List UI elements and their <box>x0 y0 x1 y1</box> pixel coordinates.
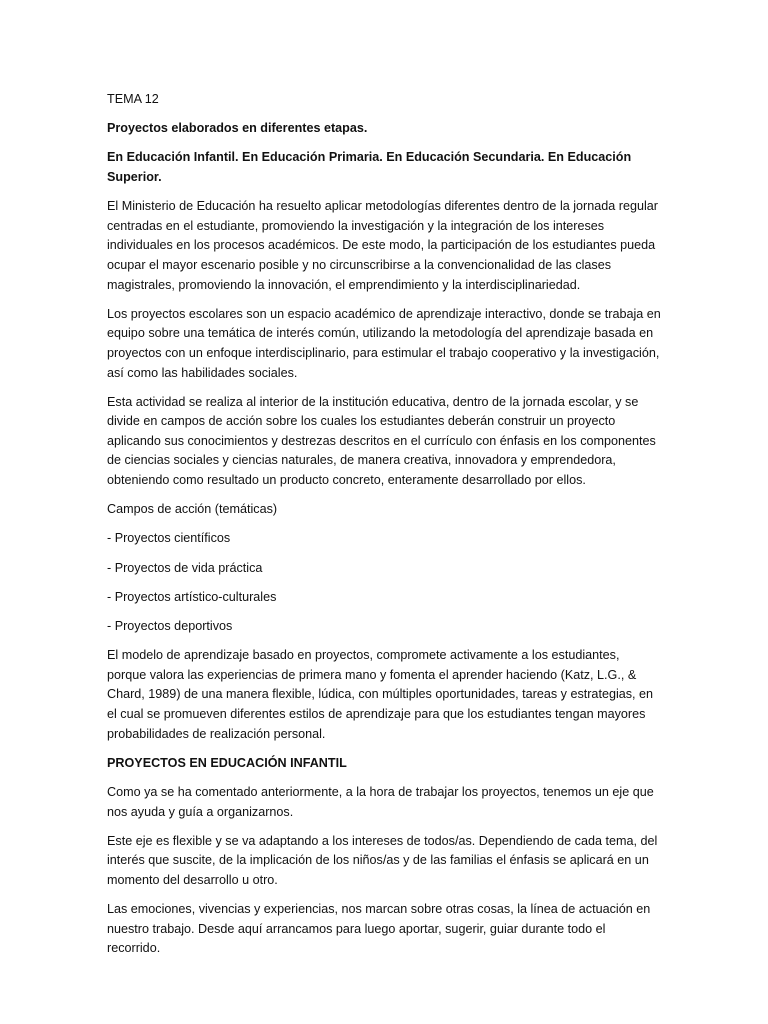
document-title: Proyectos elaborados en diferentes etapas. <box>107 121 368 136</box>
topic-label: TEMA 12 <box>107 92 159 106</box>
document-subtitle: En Educación Infantil. En Educación Primaria. En Educación Secundaria. En Educación Superior. <box>107 150 632 184</box>
paragraph: Esta actividad se realiza al interior de la institución educativa, dentro de la jornada escolar, y se divide en campos de acción sobre los cuales los estudiantes deberán construir un proyecto aplicando sus conocimientos y destrezas descritos en el currículo con énfasis en los componentes de ciencias sociales y ciencias naturales, de manera creativa, innovadora y emprendedora, obteniendo como resultado un producto concreto, enteramente desarrollado por ellos. <box>107 394 656 488</box>
section-heading: PROYECTOS EN EDUCACIÓN INFANTIL <box>107 755 347 770</box>
paragraph: Los proyectos escolares son un espacio académico de aprendizaje interactivo, donde se trabaja en equipo sobre una temática de interés común, utilizando la metodología del aprendizaje basada en proyectos con un enfoque interdisciplinario, para estimular el trabajo cooperativo y la investigación, así como las habilidades sociales. <box>107 306 661 380</box>
paragraph: El Ministerio de Educación ha resuelto aplicar metodologías diferentes dentro de la jornada regular centradas en el estudiante, promoviendo la investigación y la integración de los intereses individuales en los procesos académicos. De este modo, la participación de los estudiantes pueda ocupar el mayor escenario posible y no circunscribirse a la convencionalidad de las clases magistrales, promoviendo la innovación, el emprendimiento y la interdisciplinariedad. <box>107 199 658 292</box>
fields-heading: Campos de acción (temáticas) <box>107 502 278 517</box>
paragraph: El modelo de aprendizaje basado en proyectos, compromete activamente a los estudiantes, porque valora las experiencias de primera mano y fomenta el aprender haciendo (Katz, L.G., & Chard, 1989) de una manera flexible, lúdica, con múltiples oportunidades, tareas y estrategias, en el cual se promueven diferentes estilos de aprendizaje para que los estudiantes tengan mayores probabilidades de realización personal. <box>107 648 654 741</box>
list-item: - Proyectos artístico-culturales <box>107 589 277 604</box>
document-page <box>107 90 662 968</box>
paragraph: Las emociones, vivencias y experiencias, nos marcan sobre otras cosas, la línea de actuación en nuestro trabajo. Desde aquí arrancamos para luego aportar, sugerir, guiar durante todo el recorrido. <box>107 902 651 956</box>
list-item: - Proyectos de vida práctica <box>107 560 263 575</box>
list-item: - Proyectos deportivos <box>107 619 233 633</box>
list-item: - Proyectos científicos <box>107 531 231 546</box>
paragraph: Este eje es flexible y se va adaptando a los intereses de todos/as. Dependiendo de cada tema, del interés que suscite, de la implicación de los niños/as y de las familias el énfasis se aplicará en un momento del desarrollo u otro. <box>107 833 658 887</box>
paragraph: Como ya se ha comentado anteriormente, a la hora de trabajar los proyectos, tenemos un eje que nos ayuda y guía a organizarnos. <box>107 784 654 819</box>
